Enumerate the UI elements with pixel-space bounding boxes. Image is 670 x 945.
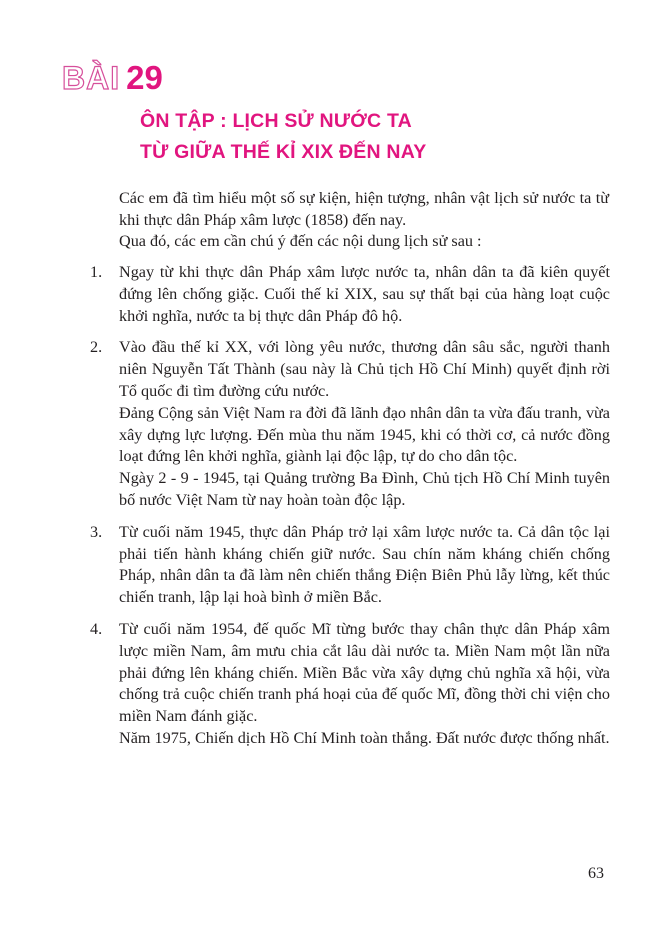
item-number: 3. xyxy=(90,522,103,541)
intro-paragraph: Các em đã tìm hiểu một số sự kiện, hiện tượng, nhân vật lịch sử nước ta từ khi thực dân Pháp xâm lược (1858) đến nay. xyxy=(119,189,609,229)
intro-text xyxy=(119,188,609,253)
page-number: 63 xyxy=(588,865,604,882)
item-paragraph: Vào đầu thế kỉ XX, với lòng yêu nước, thương dân sâu sắc, người thanh niên Nguyễn Tất Thành (sau này là Chủ tịch Hồ Chí Minh) quyết định rời Tổ quốc đi tìm đường cứu nước. xyxy=(119,338,610,400)
item-paragraph: Năm 1975, Chiến dịch Hồ Chí Minh toàn thắng. Đất nước được thống nhất. xyxy=(119,728,610,747)
review-item xyxy=(90,262,610,327)
item-number: 1. xyxy=(90,263,103,281)
lesson-number: 29 xyxy=(126,59,163,96)
item-paragraph: Từ cuối năm 1945, thực dân Pháp trở lại xâm lược nước ta. Cả dân tộc lại phải tiến hành kháng chiến giữ nước. Sau chín năm kháng chiến chống Pháp, nhân dân ta đã làm nên chiến thắng Điện Biên Phủ lẫy lừng, kết thúc chiến tranh, lập lại hoà bình ở miền Bắc. xyxy=(119,522,610,607)
item-paragraph: Từ cuối năm 1954, đế quốc Mĩ từng bước thay chân thực dân Pháp xâm lược miền Nam, âm mưu chia cắt lâu dài nước ta. Miền Nam một lần nữa phải đứng lên kháng chiến. Miền Bắc vừa xây dựng chủ nghĩa xã hội, vừa chống trả cuộc chiến tranh phá hoại của đế quốc Mĩ, đồng thời chi viện cho miền Nam đánh giặc. xyxy=(119,619,610,726)
item-paragraph: Ngay từ khi thực dân Pháp xâm lược nước ta, nhân dân ta đã kiên quyết đứng lên chống giặc. Cuối thế kỉ XIX, sau sự thất bại của hàng loạt cuộc khởi nghĩa, nước ta bị thực dân Pháp đô hộ. xyxy=(119,263,610,325)
lesson-header xyxy=(62,60,163,96)
item-paragraph: Đảng Cộng sản Việt Nam ra đời đã lãnh đạo nhân dân ta vừa đấu tranh, vừa xây dựng lực lượng. Đến mùa thu năm 1945, khi có thời cơ, cả nước đồng loạt đứng lên khởi nghĩa, giành lại độc lập, tự do cho dân tộc. xyxy=(119,403,610,466)
item-number: 4. xyxy=(90,619,103,638)
item-paragraph: Ngày 2 - 9 - 1945, tại Quảng trường Ba Đình, Chủ tịch Hồ Chí Minh tuyên bố nước Việt Nam từ nay hoàn toàn độc lập. xyxy=(119,469,610,509)
intro-paragraph: Qua đó, các em cần chú ý đến các nội dung lịch sử sau : xyxy=(119,232,482,250)
lesson-title-line: ÔN TẬP : LỊCH SỬ NƯỚC TA xyxy=(140,110,412,132)
lesson-title-line: TỪ GIỮA THẾ KỈ XIX ĐẾN NAY xyxy=(140,141,427,163)
review-item xyxy=(90,522,610,609)
lesson-label: BÀI xyxy=(62,60,121,96)
item-number: 2. xyxy=(90,338,103,357)
review-item xyxy=(90,337,610,511)
review-item xyxy=(90,619,610,750)
review-list xyxy=(90,262,610,760)
lesson-title xyxy=(140,106,426,168)
